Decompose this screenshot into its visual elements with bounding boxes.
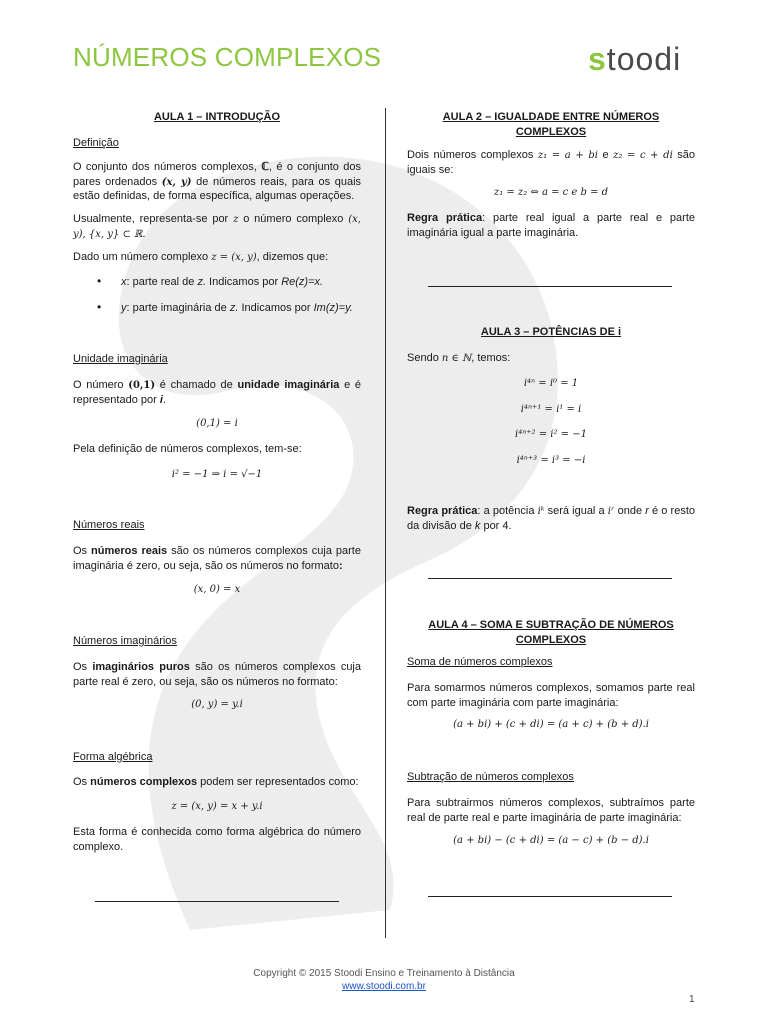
right-section-divider-2	[428, 578, 672, 579]
left-section-divider	[95, 901, 339, 902]
reais-paragraph: Os números reais são os números complexos cuja parte imaginária é zero, ou seja, são os números no formato:	[73, 545, 361, 572]
unidade-paragraph: O número (0,1) é chamado de unidade imaginária e é representado por i.	[73, 379, 361, 406]
regra-pratica-2: Regra prática: a potência iᵏ será igual a iʳ onde r é o resto da divisão de k por 4.	[407, 505, 696, 532]
imaginarios-heading: Números imaginários	[73, 635, 177, 647]
subtracao-equation: (a + bi) − (c + di) = (a − c) + (b − d).i	[453, 835, 649, 846]
unidade-equation: (0,1) = i	[196, 418, 238, 429]
soma-paragraph: Para somarmos números complexos, somamos parte real com parte imaginária com parte imaginária:	[407, 682, 695, 709]
bullet-imaginary-part: • y: parte imaginária de z. Indicamos por Im(z)=y.	[73, 301, 409, 316]
aula2-heading: AULA 2 – IGUALDADE ENTRE NÚMEROS COMPLEXOS	[442, 111, 660, 138]
reais-heading: Números reais	[73, 519, 145, 531]
potencia-eq-1: i⁴ⁿ = i⁰ = 1	[523, 378, 579, 389]
aula3-heading: AULA 3 – POTÊNCIAS DE i	[480, 326, 622, 338]
definicao-heading: Definição	[73, 137, 119, 149]
column-divider	[385, 108, 386, 938]
soma-equation: (a + bi) + (c + di) = (a + c) + (b + d).i	[453, 719, 649, 730]
subtracao-paragraph: Para subtrairmos números complexos, subtraímos parte real de parte real e parte imaginária de parte imaginária:	[407, 797, 695, 824]
website-link[interactable]: www.stoodi.com.br	[342, 981, 426, 993]
page-title: NÚMEROS COMPLEXOS	[73, 42, 382, 72]
right-section-divider-1	[428, 286, 672, 287]
aula4-heading: AULA 4 – SOMA E SUBTRAÇÃO DE NÚMEROS COMPLEXOS	[428, 619, 674, 646]
dois-paragraph: Dois números complexos z₁ = a + bi e z₂ = c + di são iguais se:	[407, 149, 696, 176]
footer	[0, 967, 768, 993]
dado-paragraph: Dado um número complexo z = (x, y), dizemos que:	[73, 251, 329, 263]
reais-equation: (x, 0) = x	[193, 584, 241, 595]
subtracao-heading: Subtração de números complexos	[407, 771, 574, 783]
usual-paragraph: Usualmente, representa-se por z o número complexo (x, y), {x, y} ⊂ ℝ.	[73, 213, 361, 240]
potencia-eq-2: i⁴ⁿ⁺¹ = i¹ = i	[520, 404, 582, 415]
bullet-real-part: • x: parte real de z. Indicamos por Re(z)=x.	[73, 275, 409, 290]
potencia-eq-3: i⁴ⁿ⁺² = i² = −1	[515, 429, 587, 440]
forma-paragraph: Os números complexos podem ser representados como:	[73, 776, 359, 788]
forma-equation: z = (x, y) = x + y.i	[171, 801, 263, 812]
soma-heading: Soma de números complexos	[407, 656, 553, 668]
i-squared-equation: i² = −1 ⇒ i = √−1	[171, 469, 263, 480]
imaginarios-equation: (0, y) = y.i	[191, 699, 243, 710]
igualdade-equation: z₁ = z₂ ⇔ a = c e b = d	[493, 187, 609, 198]
forma-description: Esta forma é conhecida como forma algébrica do número complexo.	[73, 826, 361, 853]
unidade-heading: Unidade imaginária	[73, 353, 168, 365]
copyright-text: Copyright © 2015 Stoodi Ensino e Treinamento à Distância	[253, 968, 515, 979]
definicao-paragraph: O conjunto dos números complexos, ℂ, é o conjunto dos pares ordenados (x, y) de números reais, para os quais estão definidas, de forma específica, algumas operações.	[73, 161, 362, 203]
right-section-divider-3	[428, 896, 672, 897]
regra-pratica-1: Regra prática: parte real igual a parte real e parte imaginária igual a parte imaginária.	[407, 212, 696, 239]
stoodi-logo: stoodi	[588, 41, 682, 77]
pela-paragraph: Pela definição de números complexos, tem-se:	[73, 443, 302, 455]
sendo-paragraph: Sendo n ∈ ℕ, temos:	[407, 352, 511, 364]
potencia-eq-4: i⁴ⁿ⁺³ = i³ = −i	[516, 455, 586, 466]
page-number: 1	[689, 994, 695, 1005]
aula1-heading: AULA 1 – INTRODUÇÃO	[153, 111, 281, 123]
imaginarios-paragraph: Os imaginários puros são os números complexos cuja parte real é zero, ou seja, são os números no formato:	[73, 661, 361, 688]
forma-heading: Forma algébrica	[73, 751, 153, 763]
